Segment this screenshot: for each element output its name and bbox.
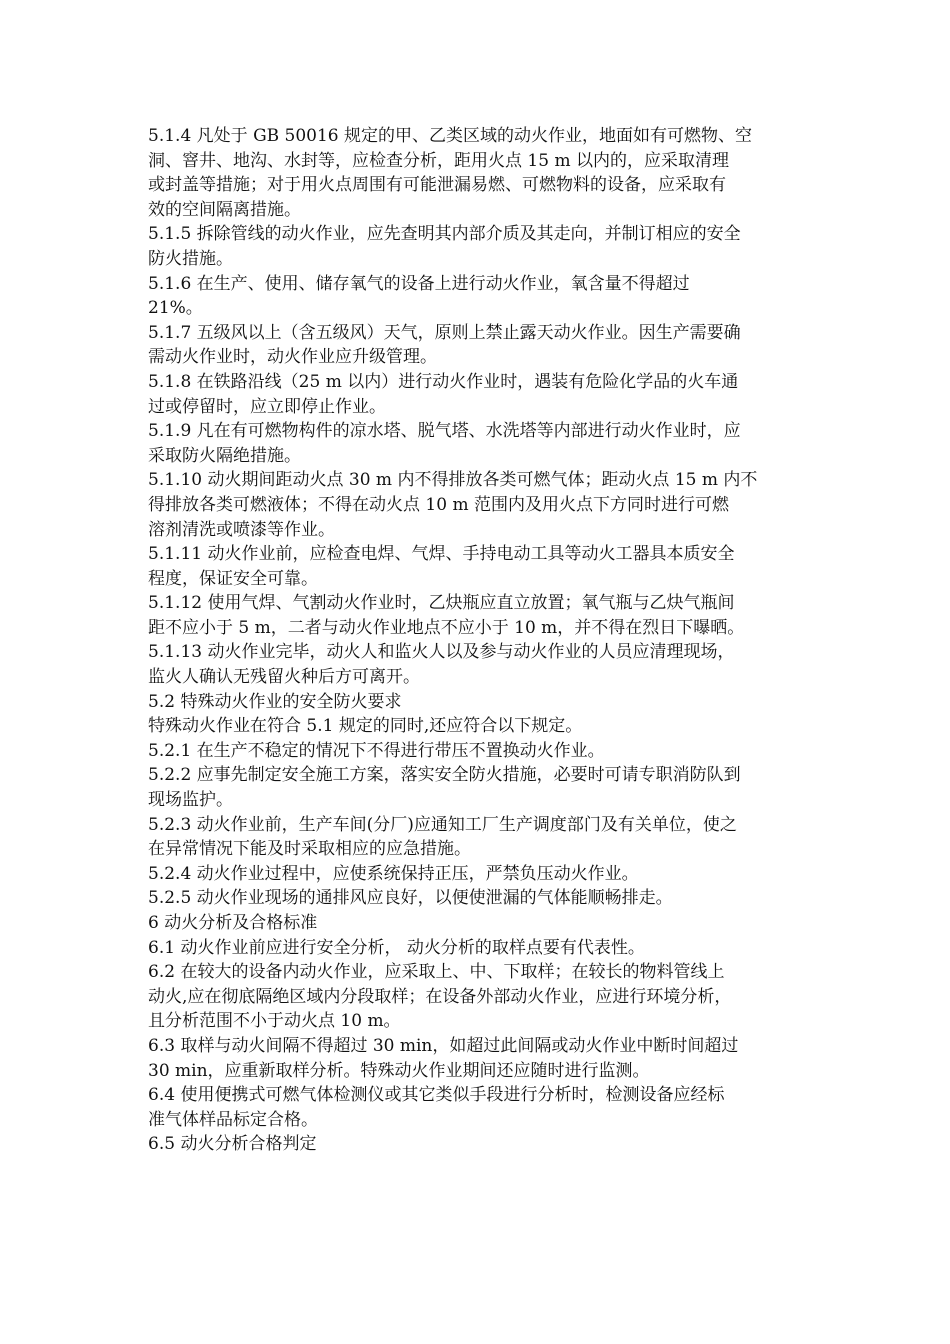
section-heading-6: 6 动火分析及合格标准 <box>148 913 318 933</box>
clause-5-1-6: 5.1.6 在生产、使用、储存氧气的设备上进行动火作业，氧含量不得超过 21%。 <box>148 273 690 319</box>
clause-6-1: 6.1 动火作业前应进行安全分析， 动火分析的取样点要有代表性。 <box>148 937 645 958</box>
clause-5-1-9: 5.1.9 凡在有可燃物构件的凉水塔、脱气塔、水洗塔等内部进行动火作业时，应 采取防火隔绝措施。 <box>148 421 741 466</box>
clause-5-1-13: 5.1.13 动火作业完毕，动火人和监火人以及参与动火作业的人员应清理现场， 监火人确认无残留火种后方可离开。 <box>148 642 735 688</box>
document-body <box>148 124 808 1157</box>
clause-5-1-8: 5.1.8 在铁路沿线（25 m 以内）进行动火作业时，遇装有危险化学品的火车通 过或停留时，应立即停止作业。 <box>148 371 739 417</box>
clause-6-2: 6.2 在较大的设备内动火作业，应采取上、中、下取样；在较长的物料管线上 动火,应在彻底隔绝区域内分段取样；在设备外部动火作业，应进行环境分析， 且分析范围不小于动火点 10 m。 <box>148 962 732 1032</box>
section-heading-5-2: 5.2 特殊动火作业的安全防火要求 <box>148 691 402 712</box>
clause-5-1-12: 5.1.12 使用气焊、气割动火作业时，乙炔瓶应直立放置；氧气瓶与乙炔气瓶间 距不应小于 5 m，二者与动火作业地点不应小于 10 m，并不得在烈日下曝晒。 <box>148 593 745 638</box>
clause-5-1-7: 5.1.7 五级风以上（含五级风）天气，原则上禁止露天动火作业。因生产需要确 需动火作业时，动火作业应升级管理。 <box>148 322 741 368</box>
clause-5-1-10: 5.1.10 动火期间距动火点 30 m 内不得排放各类可燃气体；距动火点 15 m 内不 得排放各类可燃液体；不得在动火点 10 m 范围内及用火点下方同时进行可燃 溶剂清洗或喷漆等作业。 <box>148 470 758 540</box>
section-intro-5-2: 特殊动火作业在符合 5.1 规定的同时,还应符合以下规定。 <box>148 716 583 737</box>
clause-6-4: 6.4 使用便携式可燃气体检测仪或其它类似手段进行分析时，检测设备应经标 准气体样品标定合格。 <box>148 1085 725 1130</box>
clause-5-1-11: 5.1.11 动火作业前，应检查电焊、气焊、手持电动工具等动火工器具本质安全 程度，保证安全可靠。 <box>148 544 735 589</box>
clause-5-2-1: 5.2.1 在生产不稳定的情况下不得进行带压不置换动火作业。 <box>148 740 605 761</box>
clause-6-5: 6.5 动火分析合格判定 <box>148 1134 317 1155</box>
clause-5-2-3: 5.2.3 动火作业前，生产车间(分厂)应通知工厂生产调度部门及有关单位，使之 在异常情况下能及时采取相应的应急措施。 <box>148 814 737 860</box>
clause-6-3: 6.3 取样与动火间隔不得超过 30 min，如超过此间隔或动火作业中断时间超过 30 min，应重新取样分析。特殊动火作业期间还应随时进行监测。 <box>148 1035 739 1081</box>
clause-5-1-5: 5.1.5 拆除管线的动火作业，应先查明其内部介质及其走向，并制订相应的安全 防火措施。 <box>148 224 741 269</box>
clause-5-2-5: 5.2.5 动火作业现场的通排风应良好，以便使泄漏的气体能顺畅排走。 <box>148 888 673 909</box>
clause-5-2-2: 5.2.2 应事先制定安全施工方案，落实安全防火措施，必要时可请专职消防队到 现场监护。 <box>148 765 741 811</box>
clause-5-2-4: 5.2.4 动火作业过程中，应使系统保持正压，严禁负压动火作业。 <box>148 863 639 884</box>
clause-5-1-4: 5.1.4 凡处于 GB 50016 规定的甲、乙类区域的动火作业，地面如有可燃物、空 洞、窨井、地沟、水封等，应检查分析，距用火点 15 m 以内的，应采取清理 或封盖等措施；对于用火点周围有可能泄漏易燃、可燃物料的设备，应采取有 效的空间隔离措施。 <box>148 126 753 220</box>
